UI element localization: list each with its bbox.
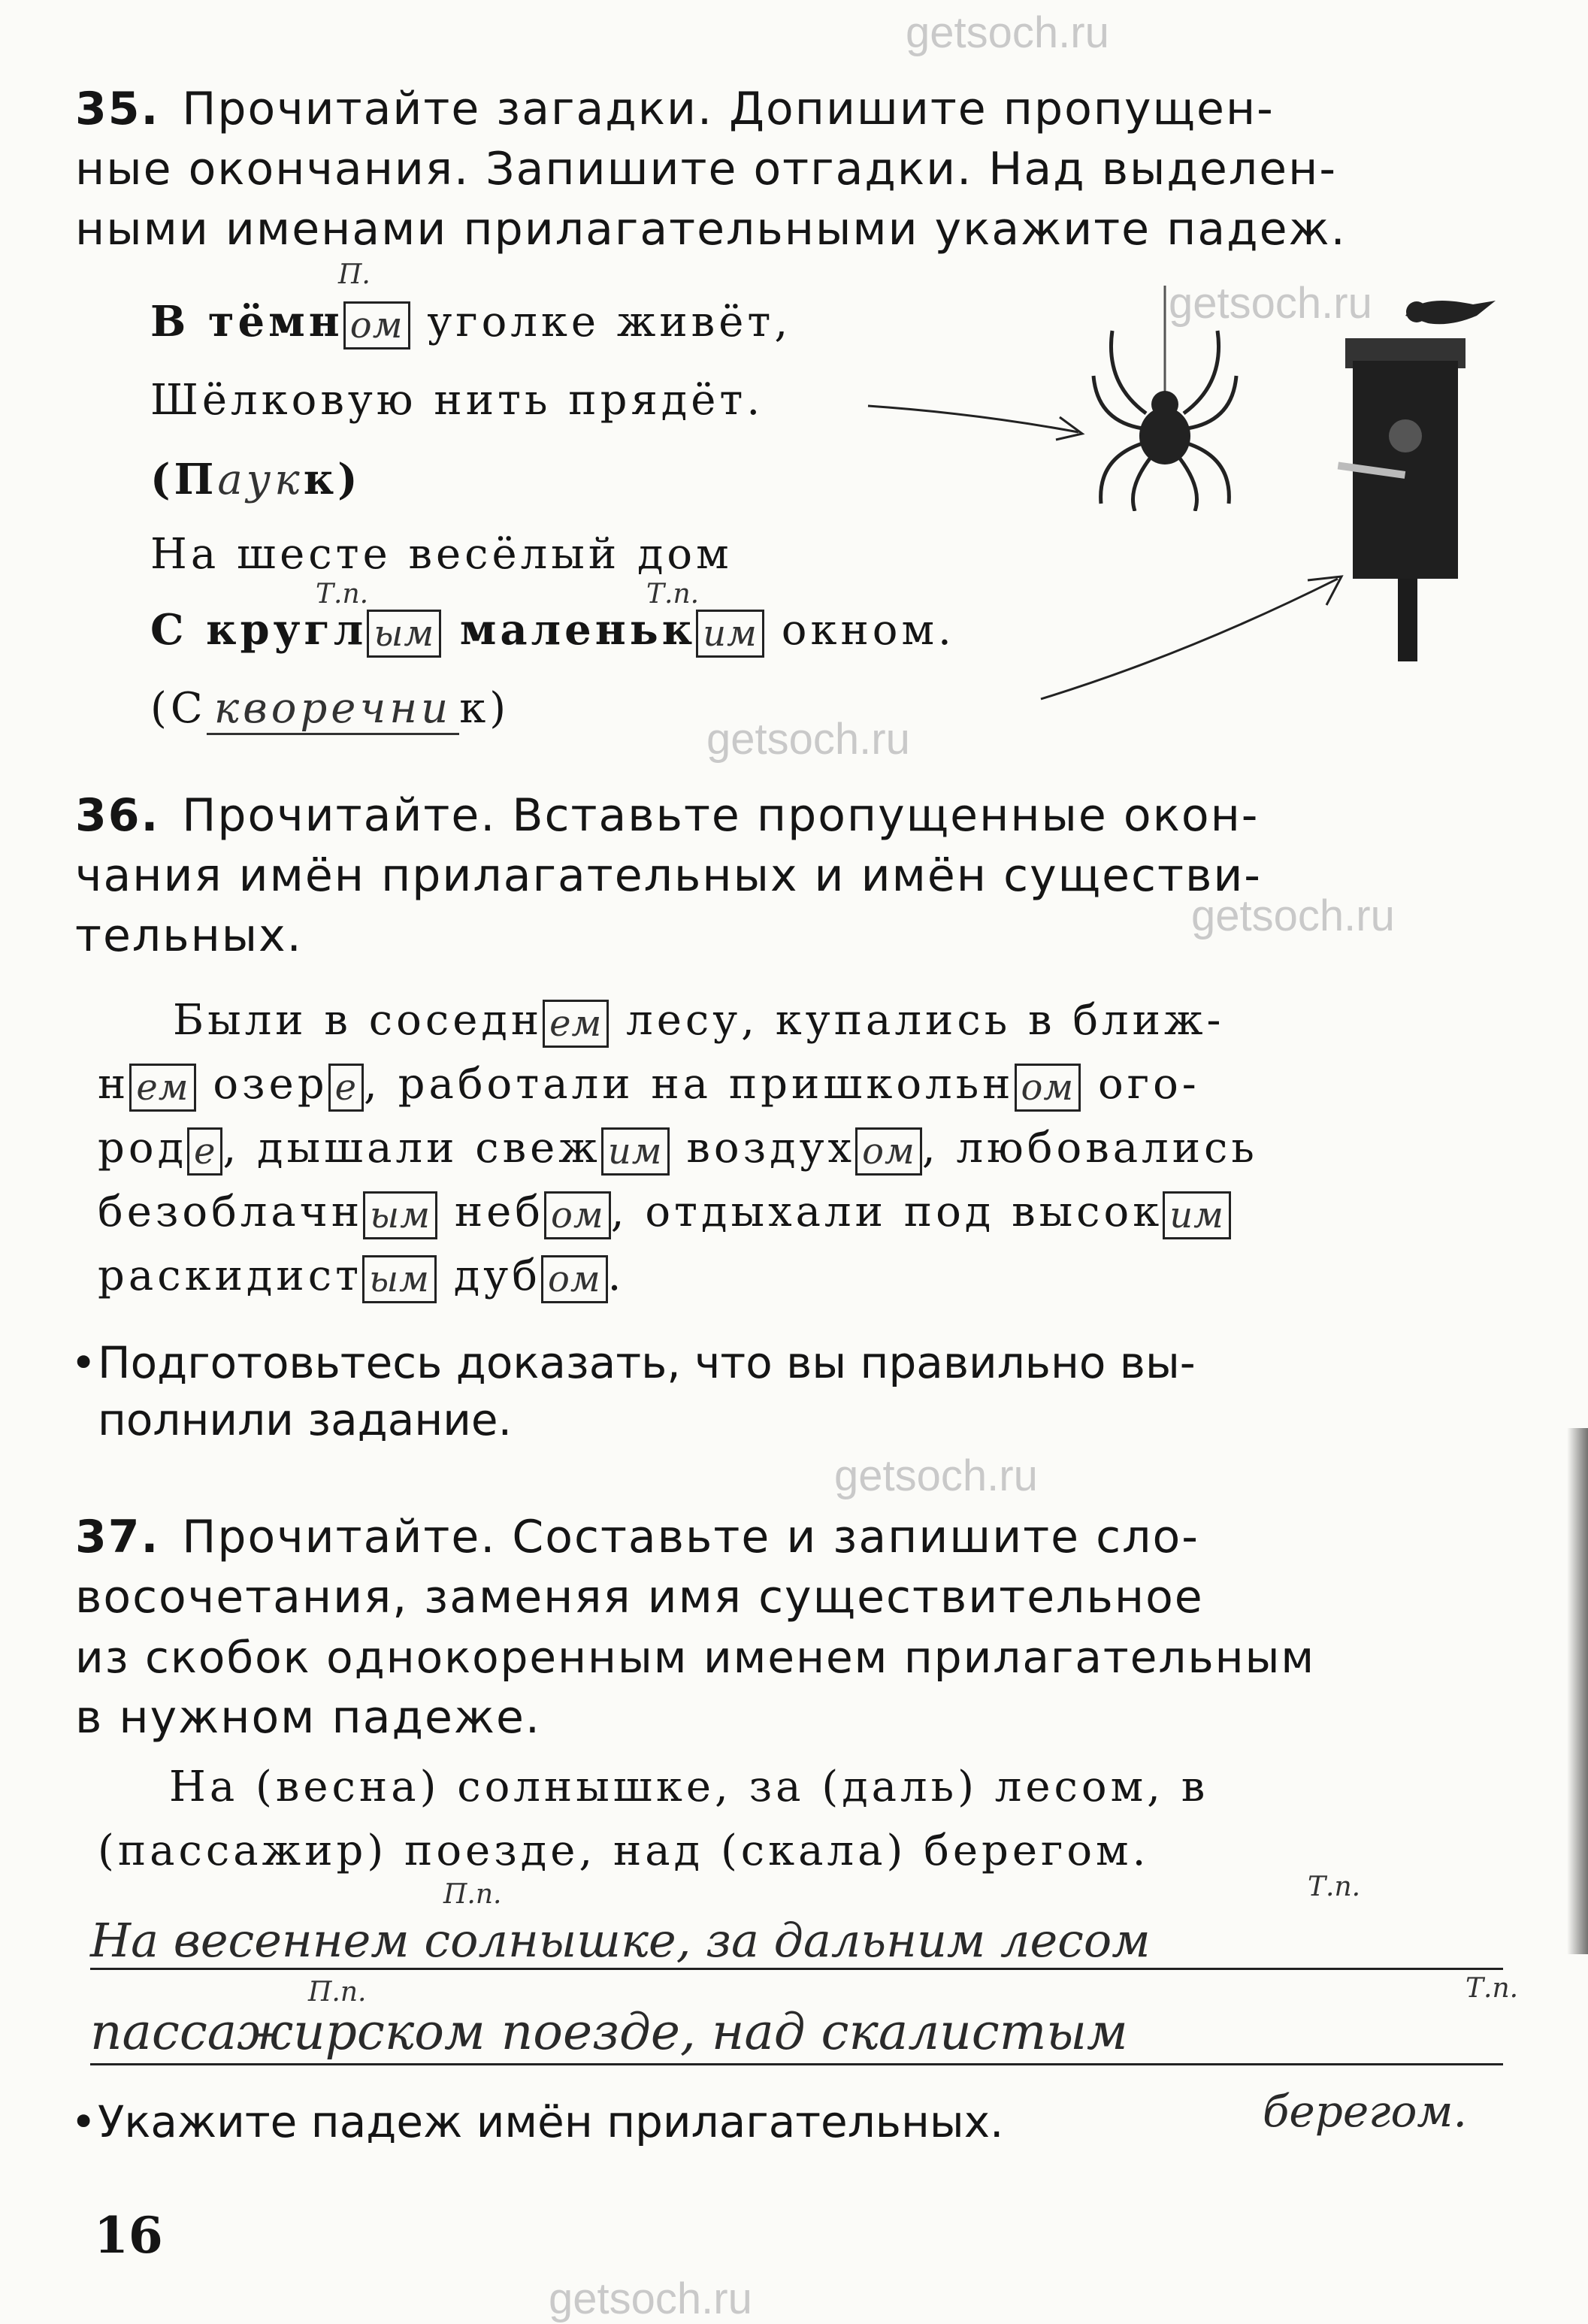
task-37-note: • Укажите падеж имён прилагательных. (98, 2093, 1003, 2150)
bold-adjective: кругл (206, 605, 368, 655)
riddle-2-line-2 (150, 605, 955, 658)
text-fragment: , любовались (921, 1124, 1258, 1173)
text-line (98, 1124, 1258, 1176)
instruction-line: ные окончания. Запишите отгадки. Над выделен- (75, 143, 1337, 195)
bold-adjective: маленьк (441, 605, 697, 655)
ending-box: им (1163, 1191, 1231, 1239)
watermark: getsoch.ru (706, 715, 910, 764)
note-line: полнили задание. (98, 1394, 513, 1445)
ending-box: им (696, 610, 764, 658)
riddle-text: уголке живёт, (427, 298, 792, 346)
riddle-text: С (150, 605, 207, 655)
ending-box: ом (544, 1191, 611, 1239)
instruction-line: восочетания, заменяя имя существительное (75, 1571, 1204, 1623)
riddle-1-answer (150, 455, 361, 504)
watermark: getsoch.ru (906, 8, 1109, 57)
note-line: • Подготовьтесь доказать, что вы правильно вы- (98, 1337, 1196, 1388)
answer-suffix: к) (303, 455, 361, 504)
instruction-line: тельных. (75, 909, 303, 962)
ending-box: е (187, 1127, 222, 1176)
ending-box: ым (363, 1191, 437, 1239)
case-mark: Т.п. (1308, 1872, 1361, 1902)
text-fragment: лесу, купались в ближ- (626, 996, 1225, 1045)
riddle-2-answer (150, 684, 510, 733)
text-fragment: , работали на пришкольн (364, 1060, 1015, 1109)
spider-illustration (1082, 286, 1248, 511)
ending-box: е (328, 1064, 364, 1112)
writing-line (90, 1968, 1503, 1970)
answer-suffix: к) (459, 684, 510, 733)
case-mark: Т.п. (1465, 1973, 1519, 2004)
riddle-2-line-1: На шесте весёлый дом (150, 530, 733, 579)
text-fragment: воздух (686, 1124, 856, 1173)
task-36-note (98, 1334, 1496, 1448)
text-fragment: озер (213, 1060, 328, 1109)
text-line (98, 1251, 625, 1303)
handwritten-answer-line: пассажирском поезде, над скалистым (90, 2003, 1128, 2061)
task-number: 37. (75, 1511, 160, 1563)
text-line: (пассажир) поезде, над (скала) берегом. (98, 1826, 1150, 1875)
text-line (173, 996, 1224, 1048)
case-mark: П.п. (443, 1879, 502, 1910)
riddle-1-line-1 (150, 297, 791, 350)
arrow-to-birdhouse (1037, 564, 1353, 707)
case-mark: П.п. (308, 1977, 367, 2008)
instruction-line: в нужном падеже. (75, 1691, 541, 1744)
text-fragment: раскидист (98, 1251, 363, 1300)
watermark: getsoch.ru (549, 2274, 752, 2323)
handwritten-answer: аук (217, 455, 304, 504)
page-number: 16 (94, 2206, 163, 2265)
case-mark: Т.п. (646, 579, 700, 610)
text-line: На (весна) солнышке, за (даль) лесом, в (169, 1763, 1209, 1811)
text-line (98, 1188, 1231, 1239)
riddle-1-line-2: Шёлковую нить прядёт. (150, 376, 764, 425)
handwritten-answer-line: берегом. (1263, 2086, 1467, 2137)
watermark: getsoch.ru (834, 1451, 1038, 1500)
writing-line (90, 2063, 1503, 2065)
riddle-text: окном. (764, 606, 955, 655)
answer-prefix: (П (150, 455, 218, 504)
case-mark: Т.п. (316, 579, 369, 610)
text-fragment: род (98, 1124, 188, 1173)
text-fragment: безоблачн (98, 1188, 364, 1236)
text-fragment: . (607, 1251, 625, 1300)
task-37-instruction (75, 1507, 1488, 1748)
ending-box: ем (543, 1000, 609, 1048)
task-number: 35. (75, 83, 160, 135)
text-fragment: , дышали свеж (222, 1124, 601, 1173)
instruction-line: Прочитайте загадки. Допишите пропущен- (182, 83, 1275, 135)
text-line (98, 1060, 1200, 1112)
ending-box: ом (855, 1127, 922, 1176)
answer-prefix: (С (150, 684, 207, 733)
ending-box: им (601, 1127, 670, 1176)
instruction-line: Прочитайте. Составьте и запишите сло- (182, 1511, 1199, 1563)
instruction-line: чания имён прилагательных и имён существи- (75, 849, 1262, 902)
handwritten-answer: кворечни (207, 684, 460, 735)
text-fragment: ого- (1098, 1060, 1200, 1109)
ending-box: ом (343, 301, 410, 350)
handwritten-answer-line: На весеннем солнышке, за дальним лесом (90, 1913, 1151, 1968)
page-edge-shadow (1567, 1428, 1588, 1954)
bold-adjective: В тёмн (150, 297, 343, 346)
watermark: getsoch.ru (1169, 279, 1372, 328)
text-fragment: , отдыхали под высок (610, 1188, 1163, 1236)
instruction-line: из скобок однокоренным именем прилагательным (75, 1632, 1316, 1683)
task-36-instruction (75, 785, 1496, 966)
text-fragment: Были в соседн (173, 996, 543, 1045)
task-number: 36. (75, 789, 160, 842)
ending-box: ом (1015, 1064, 1081, 1112)
task-35-instruction (75, 79, 1496, 259)
arrow-to-spider (864, 391, 1090, 443)
ending-box: ым (367, 610, 441, 658)
instruction-line: Прочитайте. Вставьте пропущенные окон- (182, 789, 1260, 842)
text-fragment: н (98, 1060, 130, 1109)
ending-box: ем (129, 1064, 195, 1112)
ending-box: ым (362, 1255, 437, 1303)
ending-box: ом (541, 1255, 608, 1303)
instruction-line: ными именами прилагательными укажите падеж. (75, 203, 1347, 256)
text-fragment: дуб (453, 1251, 541, 1300)
watermark: getsoch.ru (1191, 891, 1395, 940)
text-fragment: неб (454, 1188, 545, 1236)
case-mark: П. (338, 259, 371, 290)
